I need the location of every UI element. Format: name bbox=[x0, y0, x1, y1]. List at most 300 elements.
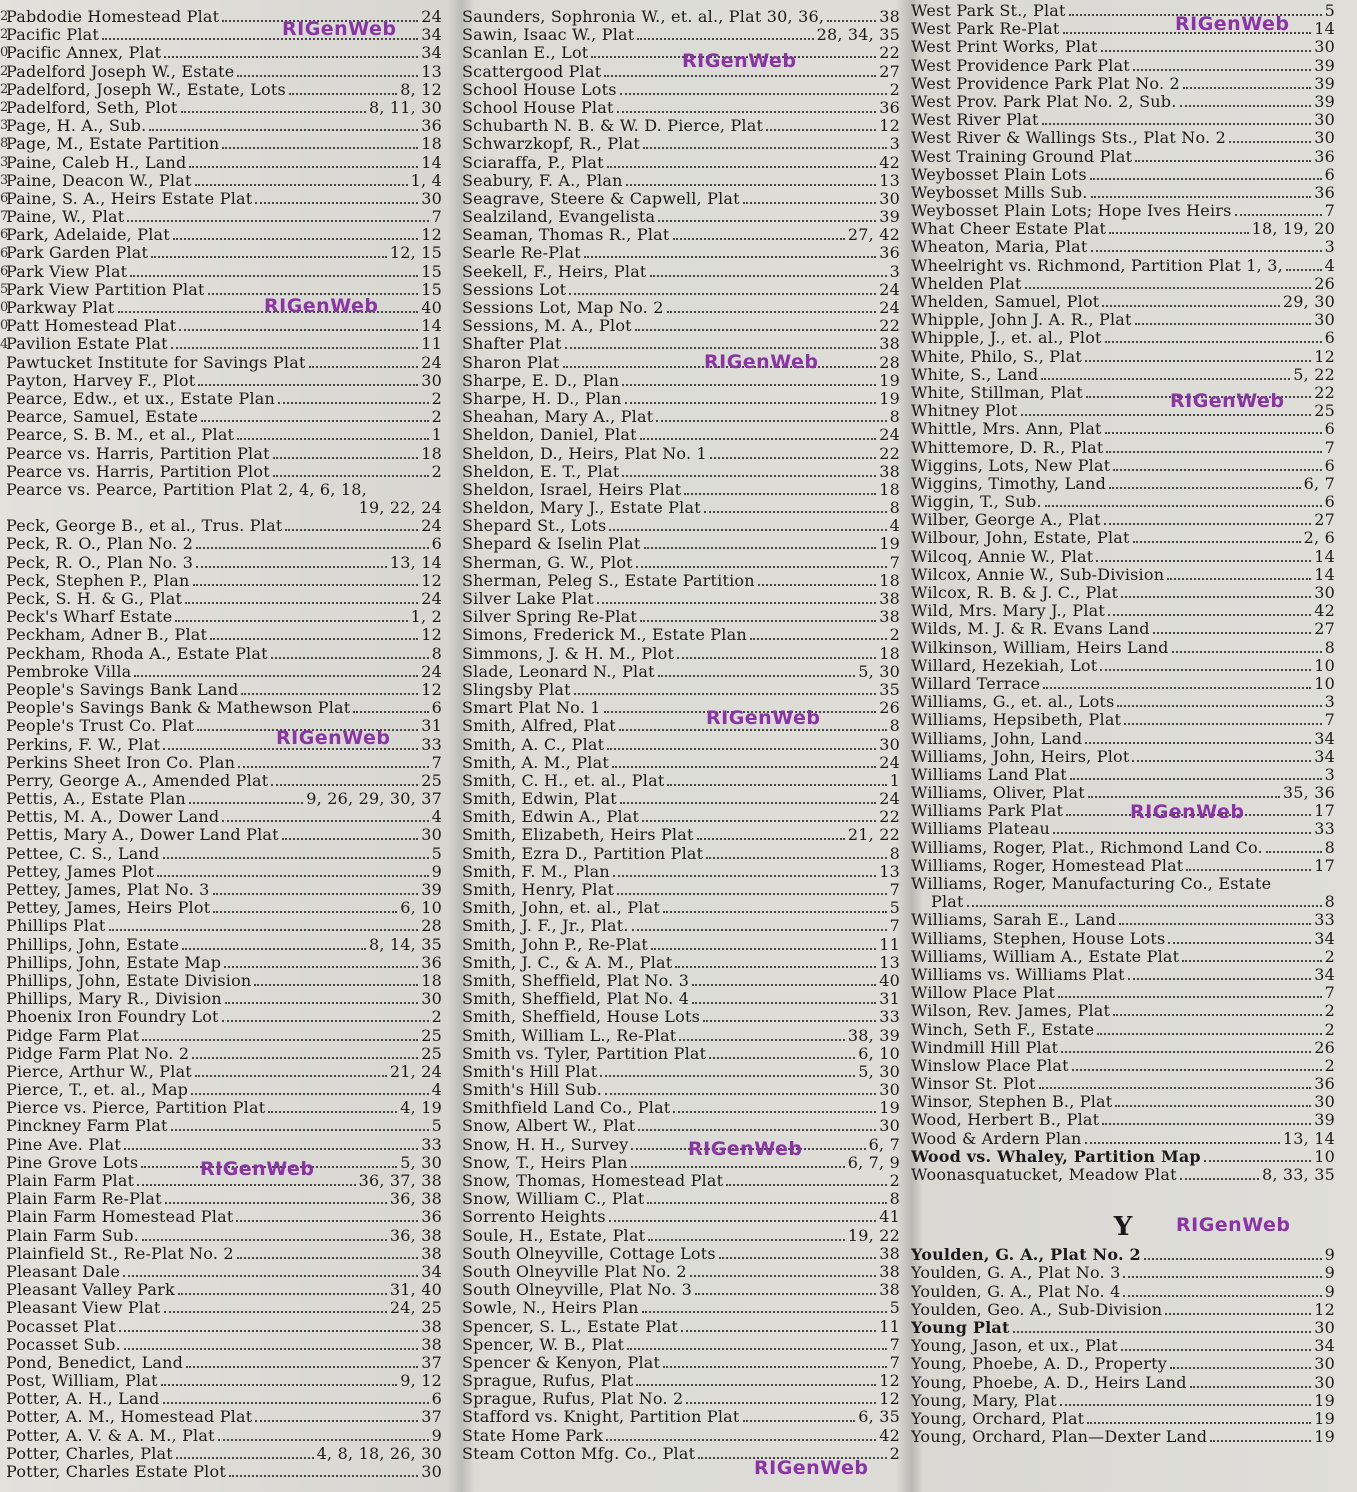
index-entry bbox=[6, 445, 442, 463]
entry-name: Phillips Plat bbox=[6, 917, 106, 936]
index-entry bbox=[462, 626, 900, 644]
index-entry bbox=[462, 681, 900, 699]
index-entry bbox=[6, 863, 442, 881]
entry-name: Young Plat bbox=[911, 1318, 1010, 1337]
index-entry bbox=[911, 602, 1335, 620]
entry-pages: 24 bbox=[879, 426, 900, 445]
entry-name: Smith, Henry, Plat bbox=[462, 881, 615, 899]
entry-name: Pearce vs. Harris, Partition Plot bbox=[6, 462, 270, 481]
watermark: RIGenWeb bbox=[688, 1138, 803, 1160]
index-entry bbox=[911, 584, 1335, 602]
watermark: RIGenWeb bbox=[200, 1158, 315, 1180]
index-entry bbox=[6, 1299, 442, 1317]
entry-name: Smithfield Land Co., Plat bbox=[462, 1099, 671, 1118]
index-entry bbox=[6, 881, 442, 899]
index-entry bbox=[911, 984, 1335, 1002]
entry-pages: 39 bbox=[1314, 56, 1335, 75]
edge-char: 6 bbox=[0, 245, 9, 261]
entry-pages: 34 bbox=[1314, 1337, 1335, 1356]
entry-name: Stafford vs. Knight, Partition Plat bbox=[462, 1408, 740, 1427]
entry-pages: 7 bbox=[431, 753, 442, 772]
entry-name: Smith, J. F., Jr., Plat. bbox=[462, 917, 629, 936]
index-entry bbox=[911, 348, 1335, 366]
entry-pages: 30 bbox=[879, 1081, 900, 1100]
index-entry bbox=[462, 1190, 900, 1208]
entry-name: Winsor, Stephen B., Plat bbox=[911, 1093, 1113, 1112]
index-entry bbox=[6, 44, 442, 62]
dot-leader bbox=[1190, 1374, 1312, 1388]
dot-leader bbox=[1144, 1246, 1322, 1260]
entry-name: West River & Wallings Sts., Plat No. 2 bbox=[911, 129, 1226, 148]
entry-pages: 14 bbox=[421, 153, 442, 172]
entry-pages: 30 bbox=[421, 1463, 442, 1481]
entry-name: Page, H. A., Sub. bbox=[6, 117, 147, 136]
entry-pages: 7 bbox=[889, 881, 900, 899]
index-entry bbox=[911, 1130, 1335, 1148]
dot-leader bbox=[758, 572, 876, 586]
dot-leader bbox=[1025, 275, 1312, 289]
dot-leader bbox=[1085, 730, 1311, 744]
dot-leader bbox=[1041, 366, 1290, 380]
entry-name: Wood vs. Whaley, Partition Map bbox=[911, 1147, 1201, 1166]
entry-name: Sherman, Peleg S., Estate Partition bbox=[462, 571, 755, 590]
entry-name: Page, M., Estate Partition bbox=[6, 135, 220, 154]
index-entry bbox=[462, 608, 900, 626]
index-entry bbox=[6, 1427, 442, 1445]
dot-leader bbox=[640, 608, 876, 622]
index-entry bbox=[911, 1355, 1335, 1373]
dot-leader bbox=[1043, 675, 1311, 689]
entry-pages: 14 bbox=[1314, 20, 1335, 39]
entry-pages: 34 bbox=[421, 44, 442, 63]
index-entry bbox=[911, 730, 1335, 748]
entry-name: Wilcox, Annie W., Sub-Division bbox=[911, 565, 1165, 584]
entry-name: Smith's Hill Plat bbox=[462, 1062, 598, 1081]
dot-leader bbox=[1060, 1392, 1311, 1406]
entry-name: Pine Grove Lots bbox=[6, 1153, 139, 1172]
edge-char: 2 bbox=[0, 63, 9, 79]
dot-leader bbox=[658, 208, 876, 222]
entry-pages: 36 bbox=[421, 953, 442, 972]
entry-name: Plainfield St., Re-Plat No. 2 bbox=[6, 1244, 234, 1263]
entry-name: Shafter Plat bbox=[462, 335, 562, 354]
index-entry bbox=[462, 1027, 900, 1045]
entry-pages: 39 bbox=[1314, 92, 1335, 111]
dot-leader bbox=[648, 1227, 845, 1241]
edge-char: 2 bbox=[0, 100, 9, 116]
index-entry bbox=[911, 1111, 1335, 1129]
index-entry bbox=[6, 408, 442, 426]
entry-pages: 27, 42 bbox=[847, 226, 900, 245]
entry-name: Williams, G., et. al., Lots bbox=[911, 693, 1115, 712]
index-entry bbox=[462, 736, 900, 754]
entry-name: Winsor St. Plot bbox=[911, 1075, 1036, 1094]
entry-pages: 11 bbox=[421, 335, 442, 354]
index-entry bbox=[6, 990, 442, 1008]
entry-pages: 13 bbox=[421, 62, 442, 81]
dot-leader bbox=[1072, 1057, 1322, 1071]
dot-leader bbox=[663, 899, 887, 913]
dot-leader bbox=[1204, 1148, 1311, 1162]
index-entry bbox=[6, 1208, 442, 1226]
entry-pages: 2 bbox=[431, 462, 442, 481]
entry-pages: 4 bbox=[1324, 256, 1335, 275]
dot-leader bbox=[1042, 111, 1312, 125]
dot-leader bbox=[271, 645, 429, 659]
entry-pages: 13 bbox=[879, 862, 900, 881]
index-entry bbox=[462, 499, 900, 517]
watermark: RIGenWeb bbox=[276, 727, 391, 749]
entry-name: Young, Orchard, Plan—Dexter Land bbox=[911, 1428, 1208, 1447]
entry-pages: 7 bbox=[1324, 202, 1335, 221]
dot-leader bbox=[186, 1354, 418, 1368]
index-entry bbox=[462, 1154, 900, 1172]
index-entry bbox=[462, 517, 900, 535]
entry-name: Phoenix Iron Foundry Lot bbox=[6, 1008, 219, 1027]
entry-name: Wilds, M. J. & R. Evans Land bbox=[911, 620, 1150, 639]
entry-name: Seaman, Thomas R., Plat bbox=[462, 226, 670, 245]
index-entry bbox=[462, 135, 900, 153]
entry-pages: 6 bbox=[1324, 329, 1335, 348]
index-entry bbox=[6, 135, 442, 153]
index-entry bbox=[6, 1045, 442, 1063]
index-entry bbox=[6, 1081, 442, 1099]
index-entry bbox=[6, 1227, 442, 1245]
dot-leader bbox=[1183, 75, 1311, 89]
index-entry bbox=[6, 790, 442, 808]
edge-char: 2 bbox=[0, 27, 9, 43]
entry-name: Potter, A. V. & A. M., Plat bbox=[6, 1426, 215, 1445]
entry-name: Youlden, G. A., Plat No. 4 bbox=[911, 1282, 1121, 1301]
entry-pages: 18, 19, 20 bbox=[1251, 220, 1335, 239]
entry-pages: 29, 30 bbox=[1282, 293, 1335, 311]
index-entry bbox=[6, 845, 442, 863]
index-entry bbox=[6, 1136, 442, 1154]
index-entry bbox=[6, 645, 442, 663]
dot-leader bbox=[620, 81, 887, 95]
entry-name: Sheldon, Daniel, Plat bbox=[462, 426, 637, 445]
index-entry bbox=[911, 293, 1335, 311]
entry-pages: 24 bbox=[879, 753, 900, 772]
entry-pages: 27 bbox=[1314, 620, 1335, 639]
entry-pages: 30 bbox=[879, 189, 900, 208]
entry-name: Wilber, George A., Plat bbox=[911, 511, 1101, 530]
dot-leader bbox=[673, 226, 845, 240]
entry-name: School House Plat bbox=[462, 98, 614, 117]
entry-name: Smith, Ezra D., Partition Plat bbox=[462, 844, 704, 863]
entry-name: Smith, C. H., et. al., Plat bbox=[462, 771, 665, 790]
entry-pages: 30 bbox=[1314, 1355, 1335, 1374]
entry-pages: 12 bbox=[879, 1372, 900, 1391]
entry-pages: 1 bbox=[889, 771, 900, 790]
entry-pages: 30 bbox=[421, 990, 442, 1009]
dot-leader bbox=[1210, 1428, 1311, 1442]
entry-name: West Prov. Park Plat No. 2, Sub. bbox=[911, 92, 1177, 111]
entry-name: Smith, Edwin, Plat bbox=[462, 790, 617, 809]
dot-leader bbox=[289, 81, 397, 95]
entry-pages: 15 bbox=[421, 262, 442, 281]
dot-leader bbox=[663, 1354, 886, 1368]
entry-name: Smart Plat No. 1 bbox=[462, 699, 601, 718]
dot-leader bbox=[175, 608, 407, 622]
entry-name: Sheldon, E. T., Plat bbox=[462, 462, 620, 481]
entry-name: Sharpe, H. D., Plan bbox=[462, 389, 622, 408]
dot-leader bbox=[165, 1190, 387, 1204]
dot-leader bbox=[142, 1227, 387, 1241]
index-entry bbox=[462, 8, 900, 26]
entry-name: Phillips, John, Estate Division bbox=[6, 971, 252, 990]
dot-leader bbox=[218, 1427, 429, 1441]
index-entry bbox=[6, 154, 442, 172]
dot-leader bbox=[163, 1390, 429, 1404]
entry-name: Williams, Stephen, House Lots bbox=[911, 929, 1166, 948]
dot-leader bbox=[620, 790, 876, 804]
entry-pages: 3 bbox=[1324, 693, 1335, 712]
index-entry bbox=[6, 1117, 442, 1135]
entry-name: Sealziland, Evangelista bbox=[462, 208, 656, 227]
dot-leader bbox=[635, 317, 876, 331]
entry-name: Phillips, John, Estate Map bbox=[6, 953, 222, 972]
entry-pages: 13 bbox=[879, 953, 900, 972]
dot-leader bbox=[1286, 257, 1322, 271]
index-entry bbox=[6, 772, 442, 790]
entry-name: Wilcox, R. B. & J. C., Plat bbox=[911, 584, 1119, 602]
entry-pages: 21, 22 bbox=[847, 826, 900, 845]
dot-leader bbox=[675, 954, 876, 968]
entry-name: People's Savings Bank Land bbox=[6, 680, 239, 699]
entry-name: Park, Adelaide, Plat bbox=[6, 226, 170, 245]
dot-leader bbox=[1135, 148, 1311, 162]
entry-pages: 39 bbox=[1314, 74, 1335, 93]
entry-name: Whipple, John J. A. R., Plat bbox=[911, 311, 1132, 330]
dot-leader bbox=[224, 954, 418, 968]
entry-pages: 36 bbox=[1314, 1075, 1335, 1094]
dot-leader bbox=[658, 663, 856, 677]
dot-leader bbox=[650, 263, 887, 277]
entry-pages: 34 bbox=[1314, 965, 1335, 984]
entry-name: People's Savings Bank & Mathewson Plat bbox=[6, 699, 351, 718]
dot-leader bbox=[1132, 748, 1311, 762]
index-entry bbox=[911, 639, 1335, 657]
index-entry bbox=[911, 1039, 1335, 1057]
entry-pages: 17 bbox=[1314, 856, 1335, 875]
dot-leader bbox=[679, 1027, 844, 1041]
entry-pages: 39 bbox=[421, 881, 442, 899]
entry-pages: 9 bbox=[431, 1426, 442, 1445]
index-entry bbox=[462, 845, 900, 863]
entry-name: Pearce, Samuel, Estate bbox=[6, 408, 199, 427]
entry-name: Pearce, S. B. M., et al., Plat bbox=[6, 426, 235, 445]
entry-pages: 31, 40 bbox=[389, 1281, 442, 1300]
entry-name: Parkway Plat bbox=[6, 299, 115, 317]
dot-leader bbox=[565, 335, 877, 349]
entry-name: Wiggins, Lots, New Plat bbox=[911, 456, 1111, 475]
dot-leader bbox=[625, 390, 877, 404]
dot-leader bbox=[1123, 1264, 1321, 1278]
index-entry bbox=[462, 1245, 900, 1263]
entry-name: Pierce, T., et. al., Map bbox=[6, 1081, 189, 1100]
entry-name: Sessions, M. A., Plot bbox=[462, 317, 632, 336]
section-spacer bbox=[911, 1184, 1335, 1202]
entry-pages: 39 bbox=[1314, 1111, 1335, 1130]
entry-name: Park View Plat bbox=[6, 262, 128, 281]
index-entry bbox=[462, 1390, 900, 1408]
entry-pages: 6 bbox=[1324, 493, 1335, 512]
entry-pages: 19 bbox=[1314, 1391, 1335, 1410]
index-entry bbox=[911, 238, 1335, 256]
entry-pages: 14 bbox=[421, 317, 442, 336]
index-entry bbox=[462, 208, 900, 226]
entry-name: Pidge Farm Plat bbox=[6, 1026, 140, 1045]
entry-name: What Cheer Estate Plat bbox=[911, 220, 1107, 239]
dot-leader bbox=[1088, 784, 1280, 798]
index-entry bbox=[462, 26, 900, 44]
index-entry bbox=[462, 1354, 900, 1372]
entry-pages: 34 bbox=[421, 26, 442, 45]
index-entry bbox=[911, 966, 1335, 984]
entry-name: People's Trust Co. Plat bbox=[6, 717, 195, 736]
entry-pages: 12 bbox=[1314, 1300, 1335, 1319]
index-entry bbox=[462, 1372, 900, 1390]
entry-pages: 11 bbox=[879, 935, 900, 954]
entry-name: Saunders, Sophronia W., et. al., Plat 30, 36, bbox=[462, 8, 825, 26]
entry-name: Padelford Joseph W., Estate bbox=[6, 62, 235, 81]
dot-leader bbox=[656, 408, 886, 422]
index-entry bbox=[911, 93, 1335, 111]
entry-name: Wilcoq, Annie W., Plat bbox=[911, 547, 1094, 566]
entry-pages: 34 bbox=[421, 1262, 442, 1281]
entry-name: State Home Park bbox=[462, 1426, 604, 1445]
dot-leader bbox=[651, 936, 876, 950]
entry-name: Patt Homestead Plat bbox=[6, 317, 177, 336]
entry-pages: 9, 12 bbox=[400, 1372, 442, 1391]
dot-leader bbox=[123, 1263, 418, 1277]
entry-name: Pidge Farm Plat No. 2 bbox=[6, 1044, 190, 1063]
index-entry bbox=[462, 990, 900, 1008]
edge-char: 3 bbox=[0, 172, 9, 188]
entry-pages: 24, 25 bbox=[389, 1299, 442, 1318]
entry-name: Williams, Roger, Homestead Plat bbox=[911, 856, 1184, 875]
dot-leader bbox=[1061, 1039, 1311, 1053]
dot-leader bbox=[617, 99, 877, 113]
index-entry bbox=[462, 826, 900, 844]
entry-pages: 1 bbox=[431, 426, 442, 445]
entry-pages: 6 bbox=[431, 699, 442, 718]
entry-name: Smith, A. C., Plat bbox=[462, 735, 605, 754]
entry-pages: 36 bbox=[879, 244, 900, 263]
entry-pages: 2 bbox=[431, 408, 442, 427]
index-entry bbox=[6, 608, 442, 626]
dot-leader bbox=[684, 481, 876, 495]
entry-pages: 28 bbox=[879, 353, 900, 372]
entry-pages: 19 bbox=[879, 389, 900, 408]
index-entry bbox=[6, 81, 442, 99]
entry-name: Plain Farm Homestead Plat bbox=[6, 1208, 234, 1227]
index-entry bbox=[911, 930, 1335, 948]
entry-name: Williams vs. Williams Plat bbox=[911, 965, 1125, 984]
entry-name: Wilson, Rev. James, Plat bbox=[911, 1002, 1111, 1021]
index-entry bbox=[462, 1172, 900, 1190]
entry-name: West Providence Park Plat No. 2 bbox=[911, 74, 1180, 93]
index-entry bbox=[911, 875, 1335, 893]
index-entry bbox=[6, 244, 442, 262]
dot-leader bbox=[1085, 1130, 1280, 1144]
entry-pages: 14 bbox=[1314, 565, 1335, 584]
dot-leader bbox=[192, 1045, 418, 1059]
entry-pages: 27 bbox=[879, 62, 900, 81]
watermark: RIGenWeb bbox=[1176, 1214, 1291, 1236]
entry-pages: 9 bbox=[431, 862, 442, 881]
dot-leader bbox=[1108, 602, 1311, 616]
entry-pages: 18 bbox=[879, 480, 900, 499]
dot-leader bbox=[600, 1063, 855, 1077]
dot-leader bbox=[622, 372, 876, 386]
dot-leader bbox=[681, 1318, 876, 1332]
entry-name: Wiggin, T., Sub. bbox=[911, 493, 1042, 512]
entry-name: Payton, Harvey F., Plot bbox=[6, 371, 196, 390]
dot-leader bbox=[726, 1172, 886, 1186]
index-entry bbox=[911, 1021, 1335, 1039]
entry-pages: 38 bbox=[879, 462, 900, 481]
entry-pages: 7 bbox=[889, 553, 900, 572]
dot-leader bbox=[703, 1008, 876, 1022]
index-entry bbox=[462, 335, 900, 353]
index-entry bbox=[911, 1264, 1335, 1282]
dot-leader bbox=[647, 1190, 886, 1204]
dot-leader bbox=[273, 445, 419, 459]
entry-name: Slingsby Plat bbox=[462, 680, 571, 699]
entry-pages: 38 bbox=[421, 1244, 442, 1263]
index-entry bbox=[911, 148, 1335, 166]
entry-name: Pettey, James Plot bbox=[6, 862, 155, 881]
dot-leader bbox=[1105, 420, 1322, 434]
dot-leader bbox=[627, 1336, 886, 1350]
index-entry bbox=[6, 463, 442, 481]
entry-name: Wood & Ardern Plan bbox=[911, 1129, 1082, 1148]
dot-leader bbox=[134, 663, 418, 677]
index-entry bbox=[462, 463, 900, 481]
entry-pages: 2 bbox=[1324, 1056, 1335, 1075]
entry-pages: 9, 26, 29, 30, 37 bbox=[306, 790, 442, 809]
entry-name: Williams Plateau bbox=[911, 820, 1051, 839]
index-entry bbox=[6, 481, 442, 499]
entry-pages: 7 bbox=[889, 1335, 900, 1354]
watermark: RIGenWeb bbox=[1170, 390, 1285, 412]
entry-name: Park View Partition Plat bbox=[6, 280, 205, 299]
entry-pages: 33 bbox=[421, 1135, 442, 1154]
entry-pages: 8 bbox=[889, 408, 900, 427]
entry-pages: 7 bbox=[1324, 711, 1335, 730]
entry-pages: 24 bbox=[421, 517, 442, 536]
entry-name: Smith, Edwin A., Plat bbox=[462, 808, 640, 827]
index-entry bbox=[6, 1099, 442, 1117]
index-entry bbox=[6, 354, 442, 372]
dot-leader bbox=[1133, 529, 1301, 543]
entry-pages: 25 bbox=[421, 1044, 442, 1063]
entry-name: Sherman, G. W., Plot bbox=[462, 553, 633, 572]
index-entry bbox=[462, 808, 900, 826]
dot-leader bbox=[130, 263, 418, 277]
index-entry bbox=[462, 1063, 900, 1081]
entry-pages: 4, 19 bbox=[400, 1099, 442, 1118]
dot-leader bbox=[642, 808, 876, 822]
index-entry bbox=[462, 1281, 900, 1299]
entry-name: School House Lots bbox=[462, 80, 617, 99]
entry-pages: 14 bbox=[1314, 547, 1335, 566]
entry-pages: 2 bbox=[431, 1008, 442, 1027]
dot-leader bbox=[237, 426, 428, 440]
entry-name: White, Stillman, Plat bbox=[911, 383, 1083, 402]
